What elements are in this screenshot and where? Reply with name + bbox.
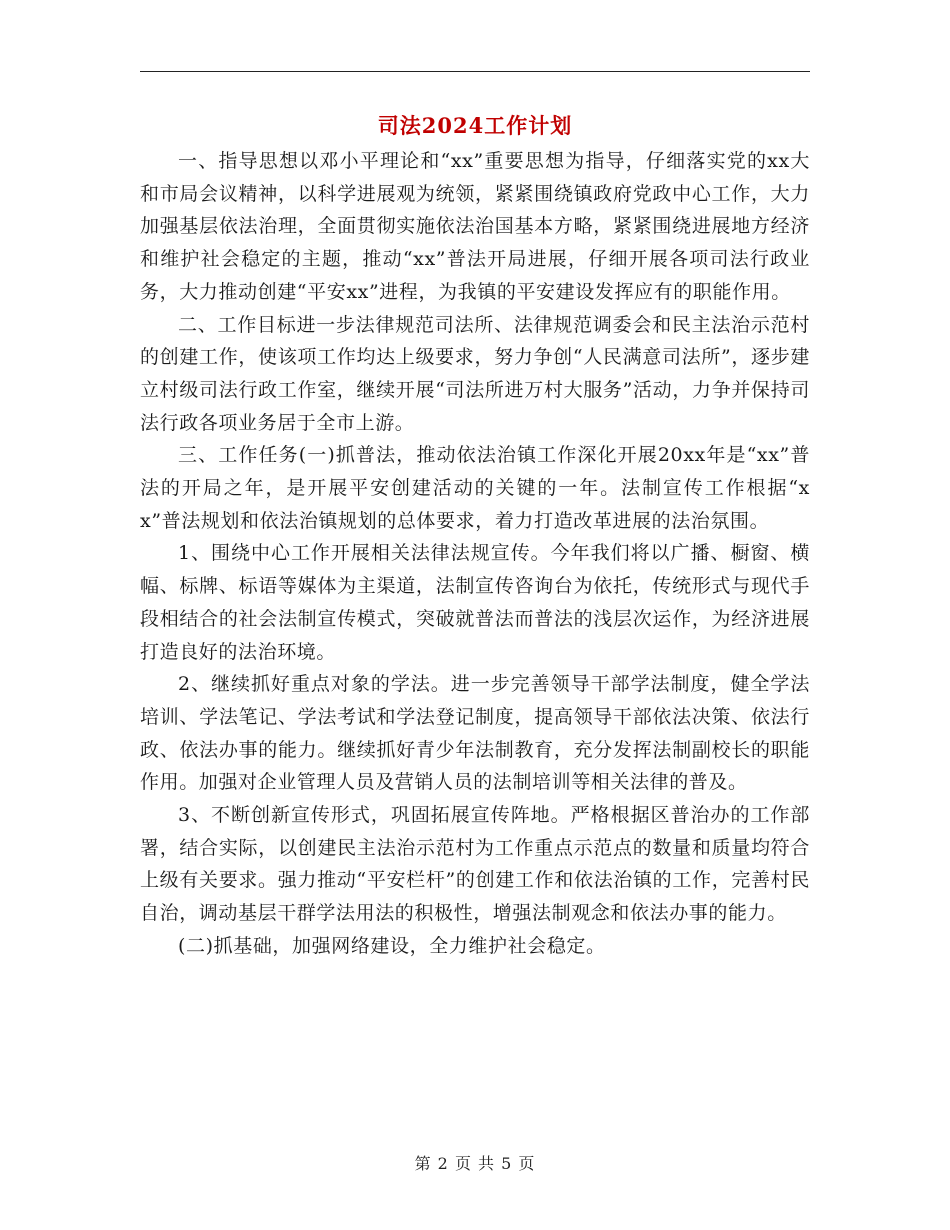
header-rule — [140, 71, 810, 72]
paragraph-work-tasks: 三、工作任务(一)抓普法，推动依法治镇工作深化开展20xx年是“xx”普法的开局之年，是开展平安创建活动的关键的一年。法制宣传工作根据“xx”普法规划和依法治镇规划的总体要求，着力打造改革进展的法治氛围。 — [140, 444, 810, 532]
paragraph-item-2: 2、继续抓好重点对象的学法。进一步完善领导干部学法制度，健全学法培训、学法笔记、学法考试和学法登记制度，提高领导干部依法决策、依法行政、依法办事的能力。继续抓好青少年法制教育，充分发挥法制副校长的职能作用。加强对企业管理人员及营销人员的法制培训等相关法律的普及。 — [140, 673, 810, 794]
paragraph-work-goals: 二、工作目标进一步法律规范司法所、法律规范调委会和民主法治示范村的创建工作，使该项工作均达上级要求，努力争创“人民满意司法所”，逐步建立村级司法行政工作室，继续开展“司法所进万村大服务”活动，力争并保持司法行政各项业务居于全市上游。 — [140, 313, 810, 434]
paragraph-guiding-ideology: 一、指导思想以邓小平理论和“xx”重要思想为指导，仔细落实党的xx大和市局会议精神，以科学进展观为统领，紧紧围绕镇政府党政中心工作，大力加强基层依法治理，全面贯彻实施依法治国基本方略，紧紧围绕进展地方经济和维护社会稳定的主题，推动“xx”普法开局进展，仔细开展各项司法行政业务，大力推动创建“平安xx”进程，为我镇的平安建设发挥应有的职能作用。 — [140, 150, 810, 303]
paragraph-section-2: (二)抓基础，加强网络建设，全力维护社会稳定。 — [178, 934, 606, 957]
page-indicator: 第 2 页 共 5 页 — [414, 1154, 536, 1173]
document-title: 司法2024工作计划 — [377, 113, 573, 138]
paragraph-item-1: 1、围绕中心工作开展相关法律法规宣传。今年我们将以广播、橱窗、横幅、标牌、标语等媒体为主渠道，法制宣传咨询台为依托，传统形式与现代手段相结合的社会法制宣传模式，突破就普法而普法的浅层次运作，为经济进展打造良好的法治环境。 — [140, 542, 810, 663]
paragraph-item-3: 3、不断创新宣传形式，巩固拓展宣传阵地。严格根据区普治办的工作部署，结合实际，以创建民主法治示范村为工作重点示范点的数量和质量均符合上级有关要求。强力推动“平安栏杆”的创建工作和依法治镇的工作，完善村民自治，调动基层干群学法用法的积极性，增强法制观念和依法办事的能力。 — [140, 804, 810, 925]
document-body — [140, 145, 810, 963]
